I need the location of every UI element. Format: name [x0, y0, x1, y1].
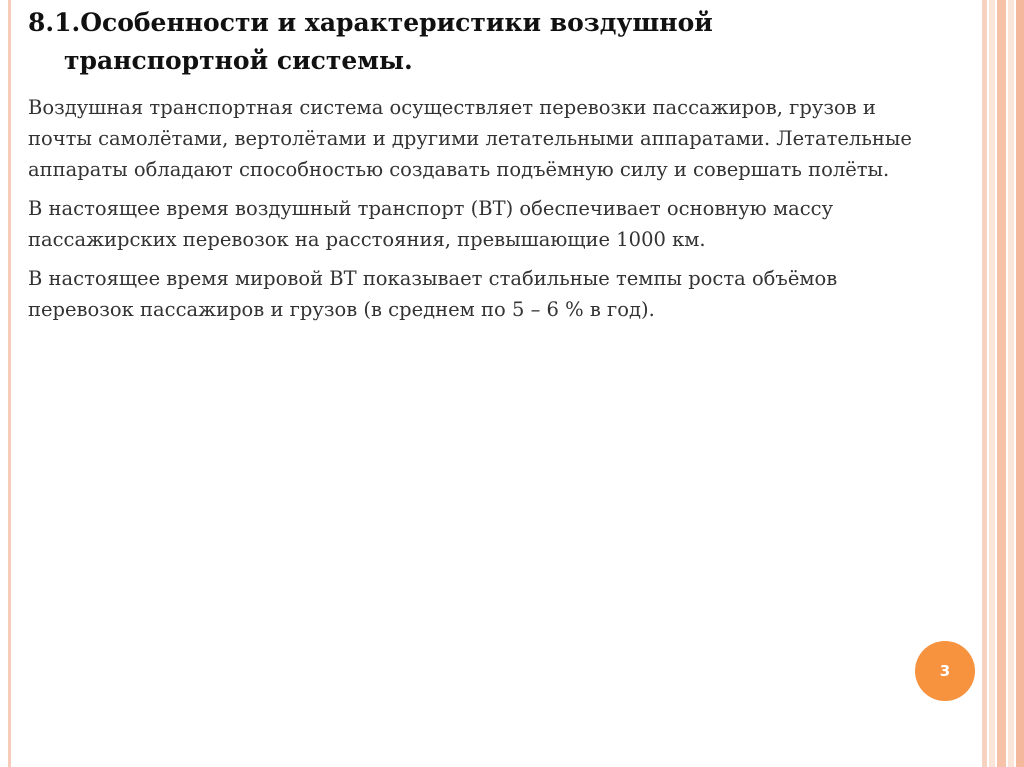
body-paragraph-3: В настоящее время мировой ВТ показывает стабильные темпы роста объёмов перевозок пассажиров и грузов (в среднем по 5 – 6 % в год).	[28, 267, 838, 321]
right-stripe-decoration	[1008, 0, 1014, 767]
right-stripe-decoration	[1016, 0, 1024, 767]
slide-title-line-1: 8.1.Особенности и характеристики воздушной	[28, 8, 713, 37]
left-border-decoration	[8, 0, 11, 767]
right-stripe-decoration	[997, 0, 1006, 767]
slide-title-line-2: транспортной системы.	[64, 46, 413, 75]
right-stripe-decoration	[982, 0, 987, 767]
page-number-badge: 3	[915, 641, 975, 701]
body-paragraph-1: Воздушная транспортная система осуществляет перевозки пассажиров, грузов и почты самолётами, вертолётами и другими летательными аппаратами. Летательные аппараты обладают способностью создавать подъёмную силу и совершать полёты.	[28, 96, 912, 181]
slide-body	[28, 92, 928, 333]
slide-title	[28, 4, 928, 80]
right-stripe-decoration	[989, 0, 995, 767]
body-paragraph-2: В настоящее время воздушный транспорт (ВТ) обеспечивает основную массу пассажирских перевозок на расстояния, превышающие 1000 км.	[28, 197, 834, 251]
